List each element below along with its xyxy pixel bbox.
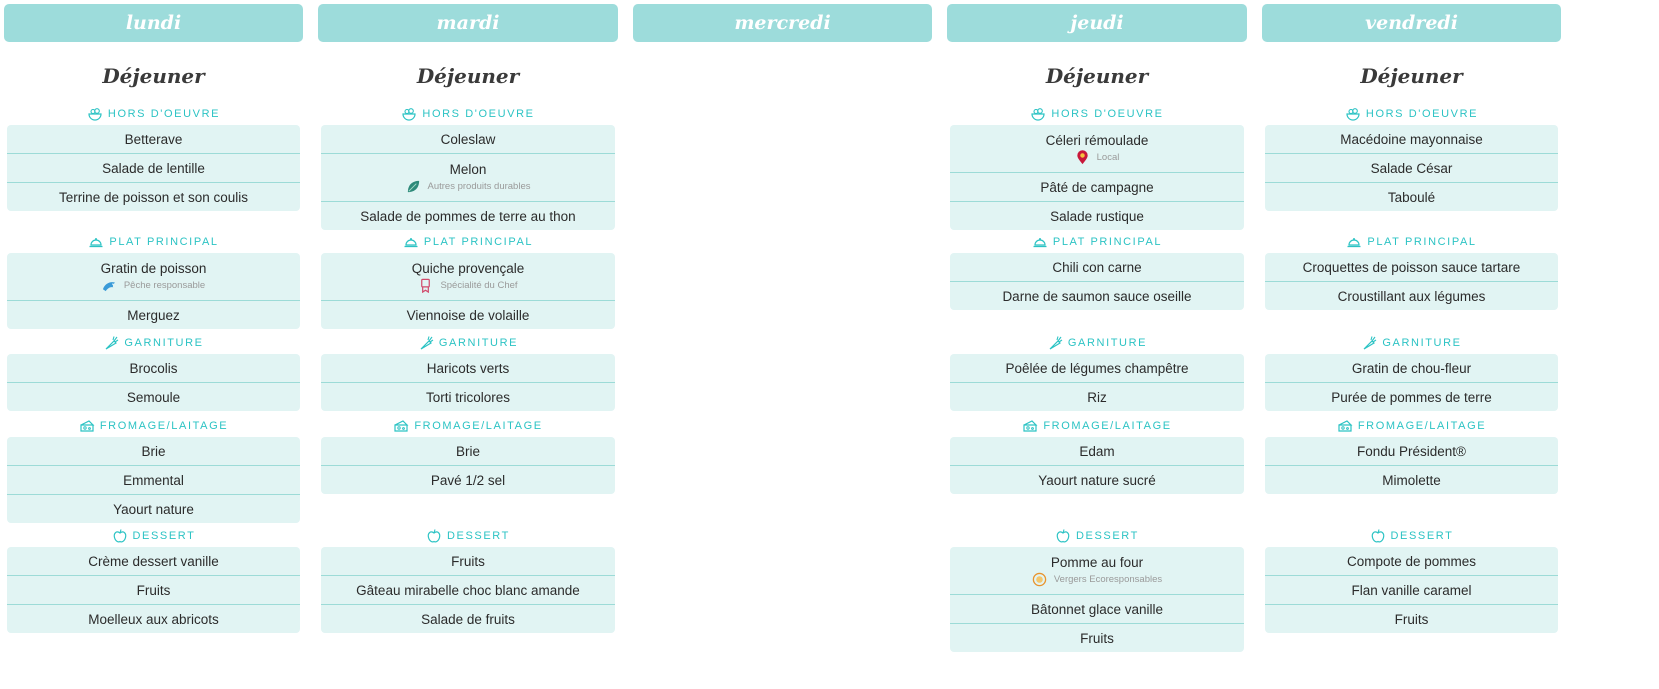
dish-item[interactable]	[950, 281, 1244, 310]
category-hors	[4, 105, 303, 123]
category-garniture	[4, 334, 303, 352]
dish-name: Crème dessert vanille	[88, 553, 219, 569]
dish-item[interactable]	[1265, 354, 1558, 382]
dish-name: Fruits	[451, 553, 485, 569]
dish-name: Céleri rémoulade	[1045, 132, 1149, 148]
dish-name: Yaourt nature	[113, 501, 194, 517]
dish-name: Gâteau mirabelle choc blanc amande	[356, 582, 580, 598]
apple-icon	[426, 528, 442, 544]
dish-item[interactable]	[1265, 182, 1558, 211]
dish-item[interactable]	[7, 125, 300, 153]
dish-name: Quiche provençale	[411, 260, 525, 276]
dish-item[interactable]	[321, 354, 615, 382]
dish-list-fromage	[950, 437, 1244, 494]
dish-name: Salade de lentille	[102, 160, 205, 176]
dish-name: Viennoise de volaille	[406, 307, 530, 323]
dish-list-fromage	[7, 437, 300, 523]
category-plat	[947, 233, 1247, 251]
dish-list-garniture	[321, 354, 615, 411]
category-dessert	[4, 527, 303, 545]
cheese-icon	[393, 418, 409, 434]
category-label: FROMAGE/LAITAGE	[99, 420, 229, 432]
category-label: PLAT PRINCIPAL	[109, 236, 219, 248]
dish-name: Fruits	[1080, 630, 1114, 646]
dish-name: Gratin de poisson	[100, 260, 207, 276]
category-hors	[1262, 105, 1561, 123]
label-text: Pêche responsable	[123, 279, 206, 291]
dish-item[interactable]	[321, 125, 615, 153]
dish-item[interactable]	[7, 153, 300, 182]
label-peche-responsable	[102, 278, 205, 293]
dish-name: Croquettes de poisson sauce tartare	[1302, 259, 1521, 275]
dish-item[interactable]	[950, 201, 1244, 230]
category-hors	[318, 105, 618, 123]
dish-list-plat	[7, 253, 300, 329]
orchard-label-icon	[1032, 572, 1047, 587]
dish-list-dessert	[950, 547, 1244, 652]
dish-list-fromage	[1265, 437, 1558, 494]
dish-name: Brie	[455, 443, 480, 459]
category-label: HORS D'OEUVRE	[107, 108, 221, 120]
dish-name: Moelleux aux abricots	[88, 611, 219, 627]
dish-name: Torti tricolores	[425, 389, 511, 405]
dish-name: Compote de pommes	[1346, 553, 1477, 569]
dish-item[interactable]	[1265, 547, 1558, 575]
dish-name: Edam	[1079, 443, 1115, 459]
dish-item[interactable]	[1265, 382, 1558, 411]
dish-item[interactable]	[7, 354, 300, 382]
category-label: DESSERT	[132, 530, 196, 542]
label-text: Local	[1096, 151, 1120, 163]
cheese-icon	[1337, 418, 1353, 434]
dish-name: Chili con carne	[1052, 259, 1142, 275]
dish-name: Salade César	[1370, 160, 1453, 176]
label-vergers-ecoresponsables	[1032, 572, 1162, 587]
dish-name: Purée de pommes de terre	[1331, 389, 1492, 405]
category-label: PLAT PRINCIPAL	[423, 236, 534, 248]
dish-name: Poêlée de légumes champêtre	[1005, 360, 1189, 376]
dish-item[interactable]	[321, 547, 615, 575]
category-label: HORS D'OEUVRE	[1051, 108, 1164, 120]
dish-item[interactable]	[950, 172, 1244, 201]
category-label: GARNITURE	[124, 337, 204, 349]
category-label: PLAT PRINCIPAL	[1367, 236, 1477, 248]
dish-item[interactable]	[7, 604, 300, 633]
category-label: DESSERT	[447, 530, 510, 542]
dish-name: Macédoine mayonnaise	[1340, 131, 1483, 147]
category-label: FROMAGE/LAITAGE	[1043, 420, 1172, 432]
apple-icon	[112, 528, 128, 544]
dish-name: Coleslaw	[440, 131, 496, 147]
cloche-icon	[1346, 234, 1362, 250]
dish-name: Mimolette	[1382, 472, 1441, 488]
label-specialite-du-chef	[418, 278, 517, 293]
category-fromage	[318, 417, 618, 435]
dish-name: Terrine de poisson et son coulis	[58, 189, 249, 205]
dish-item[interactable]	[7, 575, 300, 604]
category-label: HORS D'OEUVRE	[1365, 108, 1479, 120]
dish-list-plat	[321, 253, 615, 329]
category-label: DESSERT	[1076, 530, 1139, 542]
menu-column-jeudi	[947, 0, 1247, 689]
dish-item[interactable]	[1265, 465, 1558, 494]
label-local	[1075, 150, 1120, 165]
dish-item[interactable]	[7, 547, 300, 575]
dish-name: Bâtonnet glace vanille	[1030, 601, 1164, 617]
category-plat	[1262, 233, 1561, 251]
category-garniture	[1262, 334, 1561, 352]
meal-title: Déjeuner	[1045, 64, 1149, 88]
dish-name: Pavé 1/2 sel	[430, 472, 506, 488]
dish-item[interactable]	[321, 382, 615, 411]
dish-name: Pomme au four	[1050, 554, 1144, 570]
label-text: Autres produits durables	[427, 180, 531, 192]
dish-item[interactable]	[7, 465, 300, 494]
dish-name: Darne de saumon sauce oseille	[1002, 288, 1192, 304]
category-fromage	[4, 417, 303, 435]
dish-name: Salade rustique	[1050, 208, 1144, 224]
dish-item[interactable]	[950, 354, 1244, 382]
leaf-icon	[406, 179, 421, 194]
dish-item[interactable]	[7, 182, 300, 211]
dish-name: Merguez	[127, 307, 180, 323]
day-label: jeudi	[1070, 12, 1124, 34]
dish-item[interactable]	[7, 253, 300, 300]
dish-item[interactable]	[1265, 604, 1558, 633]
salad-bowl-icon	[1030, 106, 1046, 122]
dish-item[interactable]	[321, 437, 615, 465]
category-label: DESSERT	[1390, 530, 1454, 542]
dish-item[interactable]	[950, 125, 1244, 172]
chef-ribbon-icon	[418, 278, 433, 293]
dish-name: Yaourt nature sucré	[1038, 472, 1156, 488]
dish-item[interactable]	[321, 300, 615, 329]
category-label: FROMAGE/LAITAGE	[414, 420, 543, 432]
category-label: GARNITURE	[438, 337, 519, 349]
menu-column-vendredi	[1262, 0, 1561, 689]
menu-column-mardi	[318, 0, 618, 689]
dish-name: Fondu Président®	[1356, 443, 1466, 459]
dish-name: Melon	[449, 161, 487, 177]
carrot-icon	[1047, 335, 1063, 351]
dish-name: Taboulé	[1387, 189, 1436, 205]
day-label: mardi	[436, 12, 500, 34]
day-label: lundi	[125, 12, 182, 34]
salad-bowl-icon	[401, 106, 417, 122]
dish-item[interactable]	[950, 437, 1244, 465]
dish-item[interactable]	[1265, 281, 1558, 310]
dish-item[interactable]	[950, 382, 1244, 411]
dish-item[interactable]	[321, 201, 615, 230]
category-label: GARNITURE	[1382, 337, 1462, 349]
category-plat	[318, 233, 618, 251]
category-hors	[947, 105, 1247, 123]
carrot-icon	[103, 335, 119, 351]
dish-list-dessert	[321, 547, 615, 633]
label-text: Vergers Ecoresponsables	[1053, 573, 1163, 585]
dolphin-icon	[102, 278, 117, 293]
dish-list-dessert	[1265, 547, 1558, 633]
dish-name: Haricots verts	[426, 360, 510, 376]
dish-name: Emmental	[123, 472, 184, 488]
carrot-icon	[418, 335, 434, 351]
meal-title: Déjeuner	[1360, 64, 1463, 88]
dish-item[interactable]	[7, 437, 300, 465]
dish-list-hors	[950, 125, 1244, 230]
dish-list-fromage	[321, 437, 615, 494]
dish-item[interactable]	[321, 253, 615, 300]
salad-bowl-icon	[87, 106, 103, 122]
category-label: GARNITURE	[1067, 337, 1148, 349]
salad-bowl-icon	[1345, 106, 1361, 122]
dish-name: Salade de pommes de terre au thon	[360, 208, 576, 224]
day-label: mercredi	[734, 12, 831, 34]
cloche-icon	[1032, 234, 1048, 250]
dish-list-garniture	[950, 354, 1244, 411]
dish-name: Fruits	[1394, 611, 1429, 627]
label-text: Spécialité du Chef	[440, 279, 518, 291]
cloche-icon	[88, 234, 104, 250]
dish-item[interactable]	[950, 547, 1244, 594]
dish-item[interactable]	[950, 594, 1244, 623]
dish-name: Brocolis	[129, 360, 178, 376]
dish-list-hors	[321, 125, 615, 230]
dish-item[interactable]	[321, 575, 615, 604]
dish-name: Croustillant aux légumes	[1337, 288, 1486, 304]
dish-item[interactable]	[1265, 253, 1558, 281]
dish-name: Betterave	[124, 131, 183, 147]
dish-list-hors	[7, 125, 300, 211]
dish-item[interactable]	[321, 153, 615, 201]
dish-item[interactable]	[321, 465, 615, 494]
category-dessert	[1262, 527, 1561, 545]
dish-name: Flan vanille caramel	[1351, 582, 1472, 598]
location-pin-icon	[1075, 150, 1090, 165]
dish-item[interactable]	[321, 604, 615, 633]
category-label: FROMAGE/LAITAGE	[1357, 420, 1487, 432]
dish-item[interactable]	[1265, 153, 1558, 182]
category-fromage	[947, 417, 1247, 435]
meal-title: Déjeuner	[416, 64, 520, 88]
category-label: PLAT PRINCIPAL	[1052, 236, 1163, 248]
dish-name: Salade de fruits	[421, 611, 515, 627]
carrot-icon	[1361, 335, 1377, 351]
day-label: vendredi	[1365, 12, 1458, 34]
dish-item[interactable]	[950, 253, 1244, 281]
dish-list-plat	[950, 253, 1244, 310]
day-header-mercredi[interactable]	[633, 4, 932, 42]
dish-item[interactable]	[1265, 437, 1558, 465]
dish-list-garniture	[7, 354, 300, 411]
dish-name: Semoule	[126, 389, 181, 405]
category-dessert	[318, 527, 618, 545]
dish-item[interactable]	[950, 465, 1244, 494]
category-dessert	[947, 527, 1247, 545]
dish-name: Riz	[1087, 389, 1107, 405]
dish-name: Fruits	[136, 582, 171, 598]
category-garniture	[318, 334, 618, 352]
category-garniture	[947, 334, 1247, 352]
dish-list-garniture	[1265, 354, 1558, 411]
dish-name: Brie	[141, 443, 166, 459]
dish-item[interactable]	[1265, 125, 1558, 153]
dish-list-hors	[1265, 125, 1558, 211]
dish-item[interactable]	[7, 300, 300, 329]
dish-item[interactable]	[1265, 575, 1558, 604]
dish-item[interactable]	[7, 494, 300, 523]
category-label: HORS D'OEUVRE	[422, 108, 535, 120]
category-fromage	[1262, 417, 1561, 435]
cheese-icon	[1022, 418, 1038, 434]
meal-title: Déjeuner	[102, 64, 205, 88]
dish-name: Gratin de chou-fleur	[1351, 360, 1472, 376]
dish-item[interactable]	[7, 382, 300, 411]
dish-item[interactable]	[950, 623, 1244, 652]
cloche-icon	[403, 234, 419, 250]
cheese-icon	[79, 418, 95, 434]
dish-list-dessert	[7, 547, 300, 633]
label-autres-produits-durables	[406, 179, 531, 194]
dish-name: Pâté de campagne	[1040, 179, 1154, 195]
apple-icon	[1055, 528, 1071, 544]
menu-column-lundi	[4, 0, 303, 689]
apple-icon	[1370, 528, 1386, 544]
dish-list-plat	[1265, 253, 1558, 310]
category-plat	[4, 233, 303, 251]
